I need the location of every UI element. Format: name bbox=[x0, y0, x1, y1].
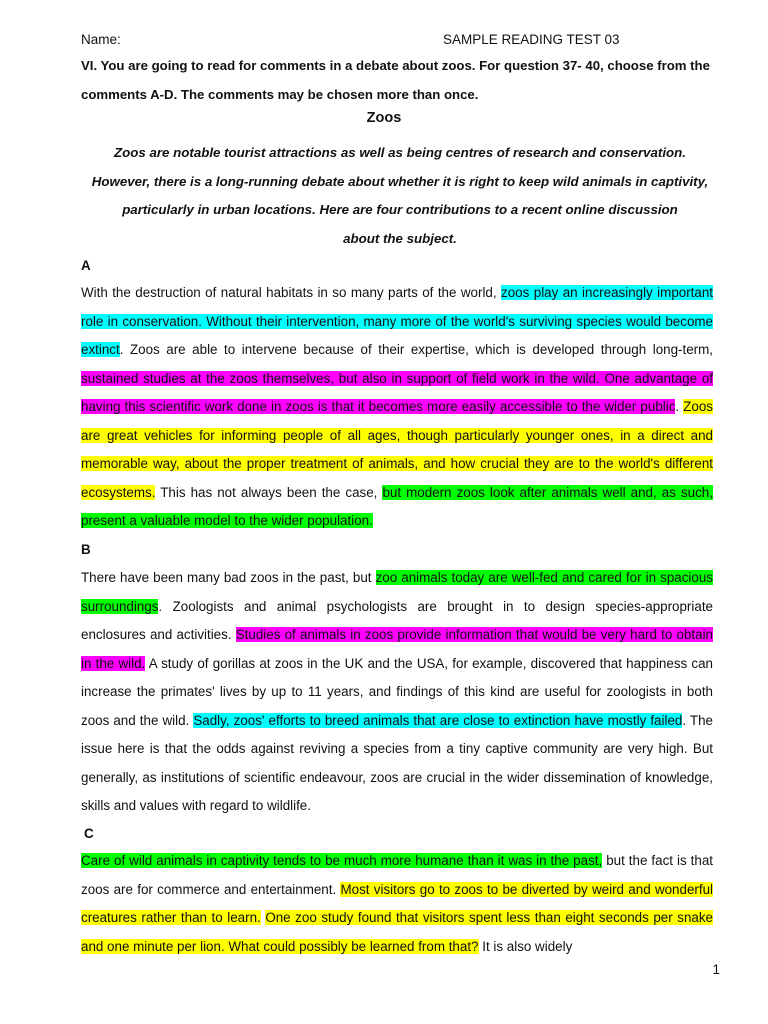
page-title: Zoos bbox=[366, 110, 402, 126]
text-segment: There have been many bad zoos in the past, but bbox=[81, 570, 376, 585]
highlighted-segment: but modern zoos look after animals well and, as such, present a valuable model to the wider population. bbox=[81, 484, 713, 528]
text-segment: A study of gorillas at zoos in the UK and the USA, for example, discovered that happiness can increase the primates' lives by up to 11 years, and findings of this kind are useful for zoologists in both zoos and the wild. bbox=[81, 655, 714, 728]
section-label-a: A bbox=[81, 258, 91, 273]
highlighted-segment: Most visitors go to zoos to be diverted by weird and wonderful creatures rather than to learn. bbox=[81, 881, 713, 925]
intro-line: Zoos are notable tourist attractions as well as being centres of research and conservation. bbox=[114, 145, 686, 160]
highlighted-segment: sustained studies at the zoos themselves, but also in support of field work in the wild. One advantage of having this scientific work done in zoos is that it becomes more easily accessible to the wider public bbox=[81, 370, 713, 414]
text-segment: . Zoologists and animal psychologists are brought in to design species-appropriate enclosures and activities. bbox=[81, 598, 713, 642]
highlighted-segment: Zoos are great vehicles for informing people of all ages, though particularly younger ones, in a direct and memorable way, about the proper treatment of animals, and how crucial they are to the world's different ecosystems. bbox=[81, 399, 713, 500]
highlighted-segment: zoo animals today are well-fed and cared for in spacious surroundings bbox=[81, 570, 713, 614]
page-number: 1 bbox=[712, 962, 720, 977]
intro-line: However, there is a long-running debate about whether it is right to keep wild animals in captivity, bbox=[91, 173, 709, 189]
section-a-paragraph bbox=[81, 279, 713, 536]
highlighted-segment: Care of wild animals in captivity tends to be much more humane than it was in the past, bbox=[81, 853, 603, 868]
highlighted-segment: One zoo study found that visitors spent less than eight seconds per snake and one minute per lion. What could possibly be learned from that? bbox=[81, 910, 714, 954]
highlighted-segment: zoos play an increasingly important role in conservation. Without their intervention, many more of the world's surviving species would become extinct bbox=[81, 285, 714, 357]
text-segment: This has not always been the case, bbox=[155, 484, 383, 500]
section-label-b: B bbox=[81, 542, 91, 557]
section-c-paragraph bbox=[81, 847, 713, 961]
text-segment: It is also widely bbox=[478, 938, 573, 954]
highlighted-segment: Studies of animals in zoos provide information that would be very hard to obtain in the wild. bbox=[81, 627, 713, 671]
name-label: Name: bbox=[81, 32, 121, 47]
instruction-text: VI. You are going to read for comments in a debate about zoos. For question 37- 40, choose from the comments A-D. The comments may be chosen more than once. bbox=[81, 58, 710, 102]
intro-text bbox=[70, 139, 730, 253]
text-segment: but the fact is that zoos are for commerce and entertainment. bbox=[81, 853, 713, 897]
section-label-c: C bbox=[84, 826, 94, 841]
text-segment: . The issue here is that the odds against reviving a species from a tiny captive community are very high. But generally, as institutions of scientific endeavour, zoos are crucial in the wider dissemination of knowledge, skills and values with regard to wildlife. bbox=[81, 712, 713, 813]
text-segment: . Zoos are able to intervene because of their expertise, which is developed through long-term, bbox=[119, 342, 713, 357]
section-b-paragraph bbox=[81, 564, 713, 821]
highlighted-segment: Sadly, zoos' efforts to breed animals that are close to extinction have mostly failed bbox=[193, 712, 683, 728]
text-segment: . bbox=[675, 399, 684, 414]
text-segment: With the destruction of natural habitats in so many parts of the world, bbox=[81, 285, 502, 300]
intro-line: particularly in urban locations. Here are four contributions to a recent online discussion bbox=[122, 202, 678, 217]
test-title: SAMPLE READING TEST 03 bbox=[443, 32, 620, 47]
intro-line: about the subject. bbox=[343, 230, 457, 246]
